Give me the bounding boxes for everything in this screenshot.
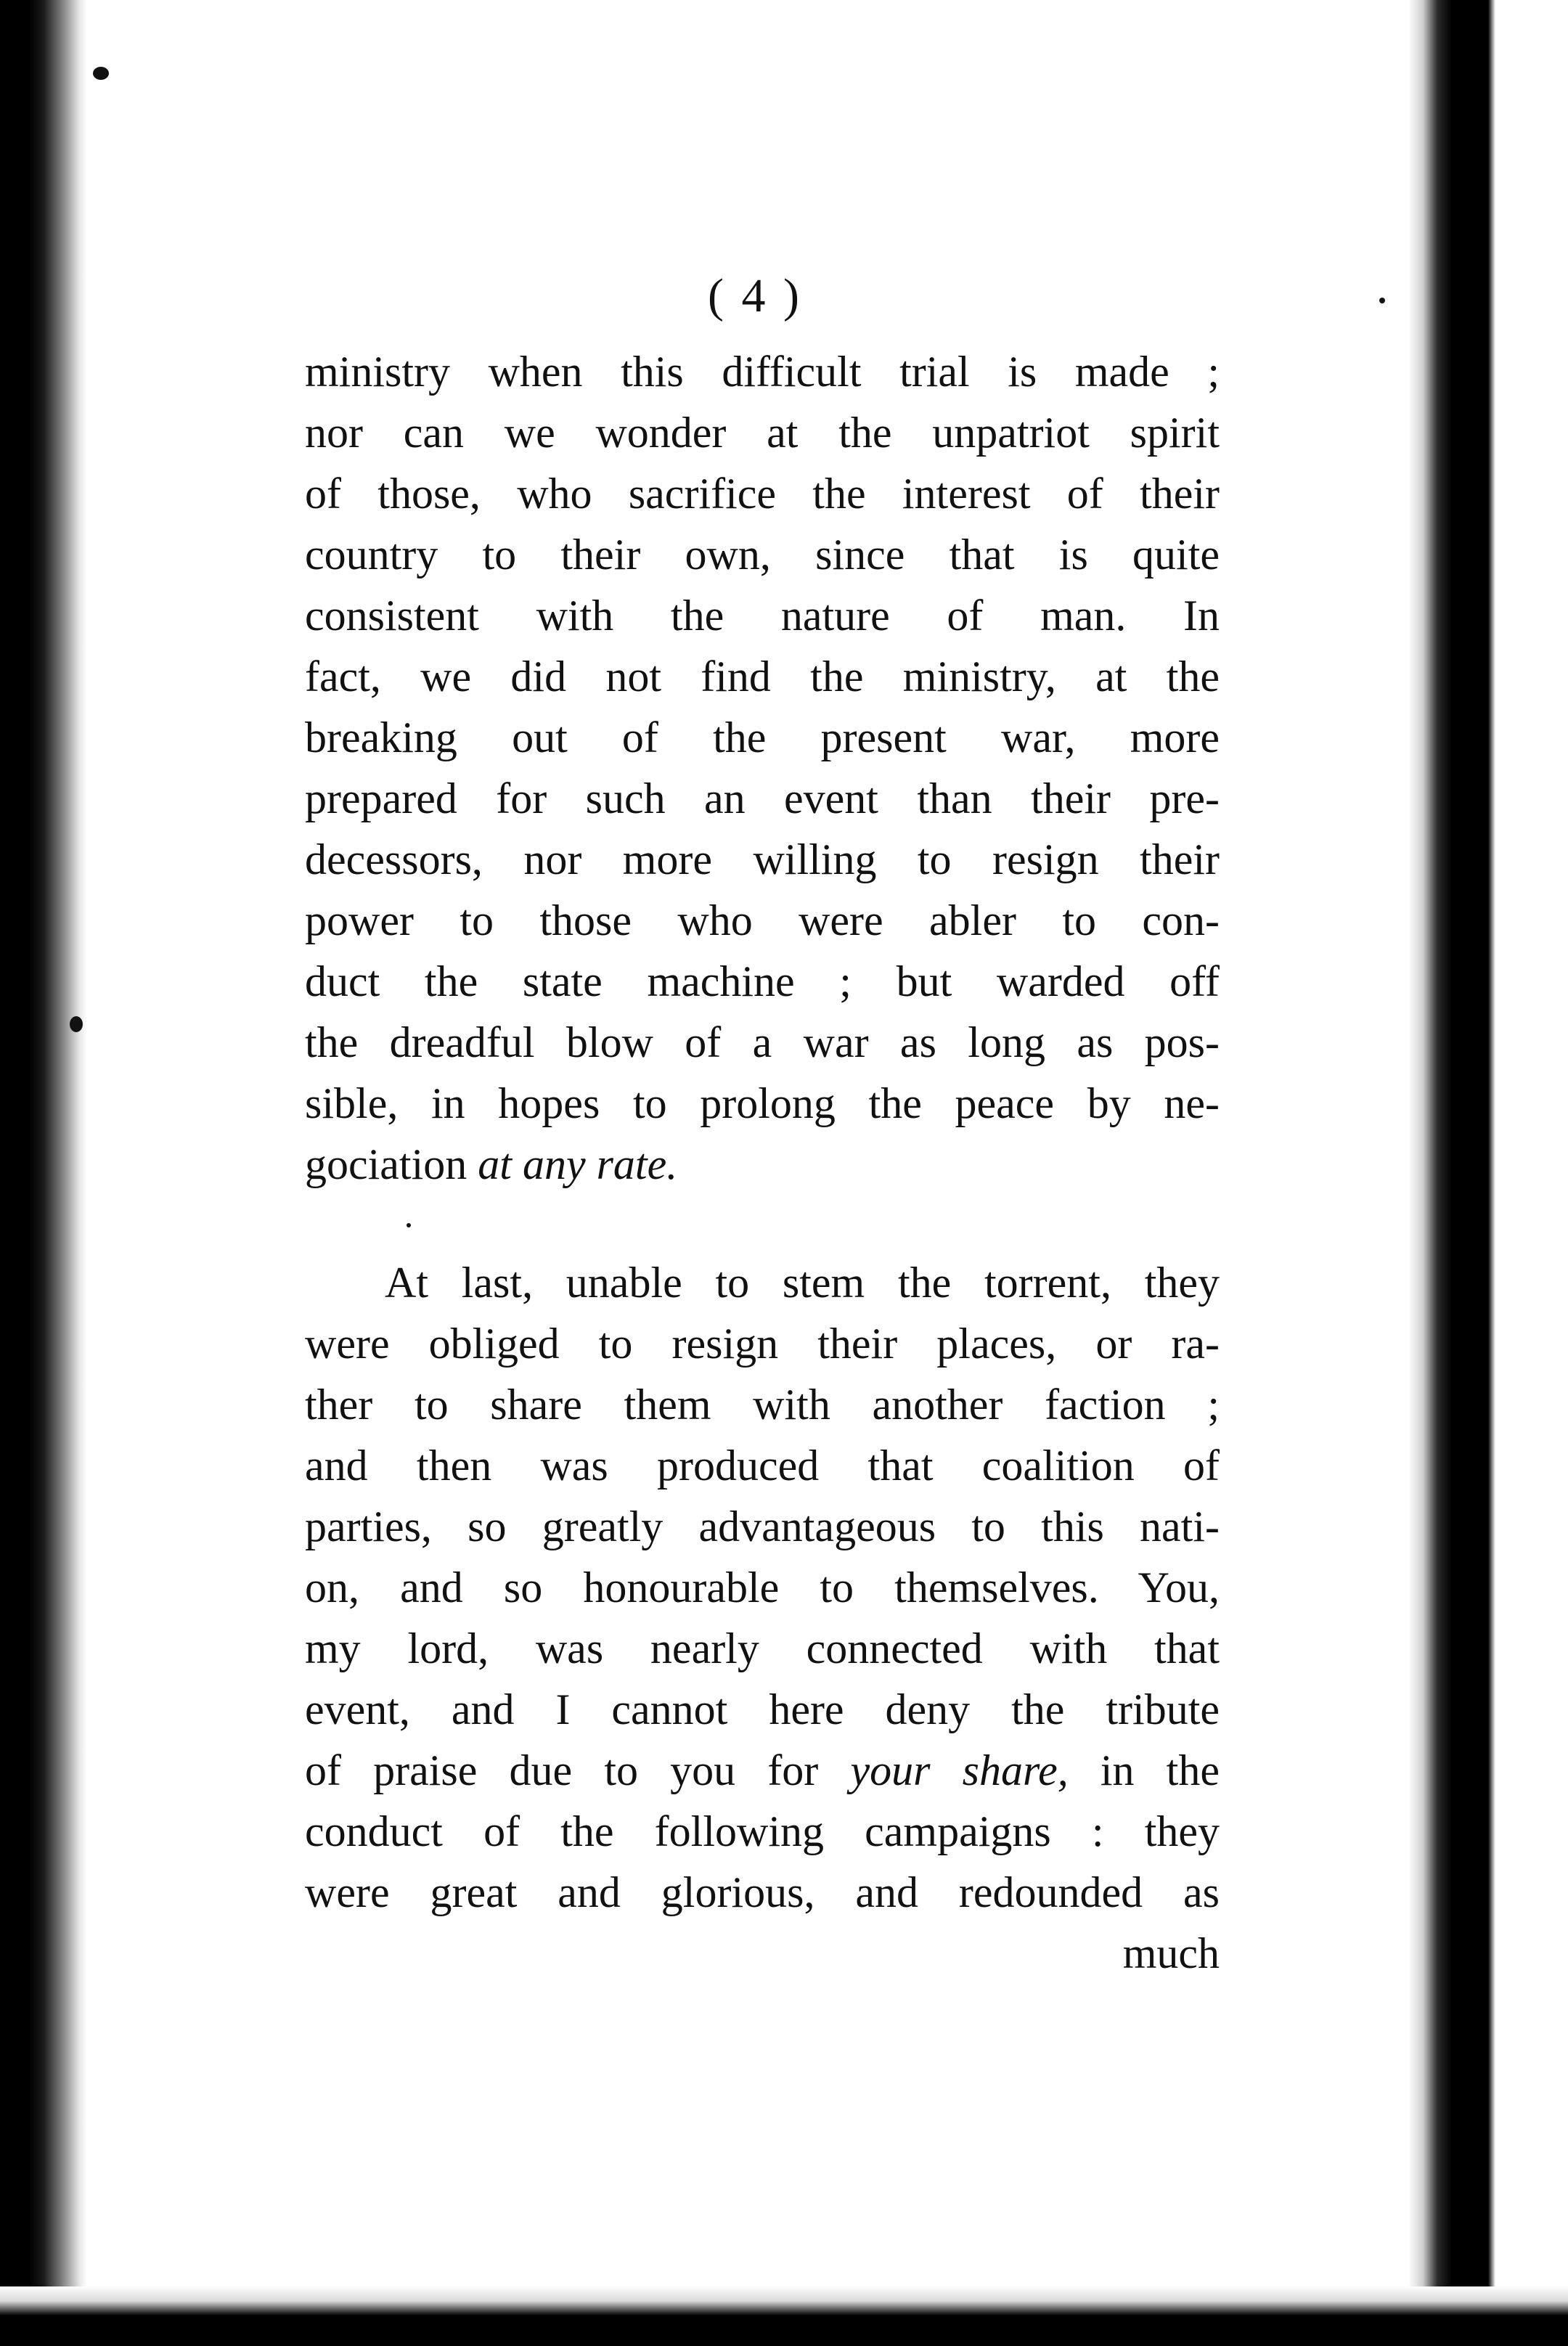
text-line: of praise due to you for your share, in the — [305, 1746, 1220, 1794]
left-scan-border — [0, 0, 87, 2346]
text-line: gociation at any rate. — [305, 1140, 678, 1188]
text-line: and then was produced that coalition of — [305, 1442, 1220, 1489]
text-line: country to their own, since that is quite — [305, 531, 1220, 579]
text-line: nor can we wonder at the unpatriot spirit — [305, 409, 1220, 457]
text-line: decessors, nor more willing to resign their — [305, 835, 1220, 883]
italic-phrase: your share, — [850, 1746, 1069, 1794]
text-line: At last, unable to stem the torrent, they — [385, 1259, 1220, 1307]
text-line: were obliged to resign their places, or ra- — [305, 1320, 1220, 1368]
text-line: power to those who were abler to con- — [305, 896, 1220, 944]
text-line: fact, we did not find the ministry, at the — [305, 653, 1220, 700]
right-scan-border — [1408, 0, 1568, 2346]
italic-phrase: at any rate. — [478, 1140, 678, 1188]
page-number: ( 4 ) — [708, 269, 802, 322]
text-line: on, and so honourable to themselves. You, — [305, 1564, 1220, 1611]
scan-speck — [70, 1016, 83, 1032]
text-line: parties, so greatly advantageous to this nati- — [305, 1503, 1220, 1550]
bottom-scan-border — [0, 2286, 1568, 2346]
paragraph-2 — [305, 1252, 1220, 1984]
text-line: duct the state machine ; but warded off — [305, 957, 1220, 1005]
scan-speck — [1379, 298, 1385, 303]
text-line: sible, in hopes to prolong the peace by ne- — [305, 1079, 1220, 1127]
catchword: much — [1122, 1929, 1220, 1977]
text-line: ministry when this difficult trial is made ; — [305, 348, 1220, 396]
text-line: prepared for such an event than their pre- — [305, 774, 1220, 822]
scan-speck — [93, 67, 109, 80]
text-line: breaking out of the present war, more — [305, 714, 1220, 761]
text-line: of those, who sacrifice the interest of their — [305, 470, 1220, 518]
text-line: were great and glorious, and redounded as — [305, 1868, 1220, 1916]
text-line: event, and I cannot here deny the tribute — [305, 1685, 1220, 1733]
text-line: the dreadful blow of a war as long as pos- — [305, 1018, 1220, 1066]
text-line: ther to share them with another faction ; — [305, 1381, 1220, 1429]
text-line: conduct of the following campaigns : they — [305, 1807, 1220, 1855]
text-line: consistent with the nature of man. In — [305, 592, 1220, 639]
scan-speck — [407, 1223, 411, 1227]
text-line: my lord, was nearly connected with that — [305, 1624, 1220, 1672]
paragraph-1 — [305, 341, 1220, 1195]
